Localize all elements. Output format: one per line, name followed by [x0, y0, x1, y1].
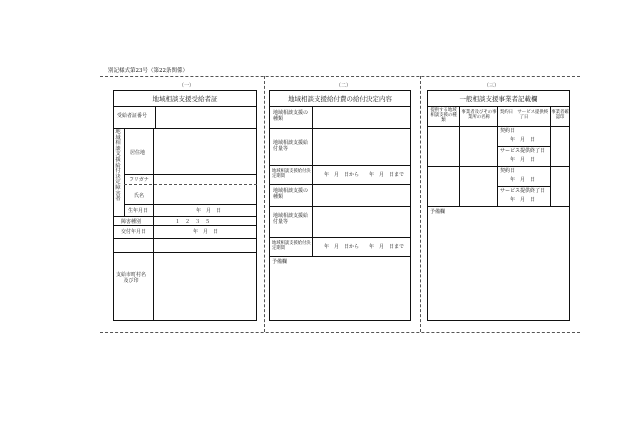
rule: [269, 165, 411, 166]
contract-label-2: 契約日: [500, 168, 516, 174]
col2-header: 事業者及びその事業所の名称: [461, 110, 497, 120]
rule: [124, 204, 257, 205]
address-label: 居住地: [130, 150, 146, 156]
end-date-2: 年 月 日: [510, 197, 536, 203]
period1-value: 年 月 日から 年 月 日まで: [324, 172, 405, 178]
rule: [427, 206, 570, 207]
panel1-frame: [113, 90, 257, 321]
panel2-remarks-label: 予備欄: [272, 259, 288, 265]
amount1-label: 地域相談支援給付量等: [273, 140, 309, 152]
furigana-label: フリガナ: [129, 177, 149, 183]
col4-header: 事業者確認印: [551, 110, 569, 120]
type1-label: 地域相談支援の種類: [273, 110, 309, 122]
issue-date-label: 交付年月日: [121, 229, 147, 235]
panel1-side-label: 地域相談支援給付決定障害者: [115, 129, 121, 203]
birth-value: 年 月 日: [196, 208, 222, 214]
side-divider: [124, 128, 125, 216]
end-label-2: サービス提供終了日: [500, 188, 546, 194]
rule: [113, 225, 257, 226]
label-divider: [153, 216, 154, 252]
type2-label: 地域相談支援の種類: [273, 188, 309, 200]
fold-line-1: [264, 76, 265, 332]
panel1-title-rule: [113, 106, 257, 107]
bottom-cut-line: [100, 332, 580, 333]
panel2-number: （二）: [336, 83, 352, 89]
panel3-remarks-label: 予備欄: [430, 209, 446, 215]
rule: [497, 146, 550, 147]
panel3-title-rule: [427, 106, 570, 107]
period2-label: 地域相談支援給付決定期間: [272, 241, 311, 251]
period1-label: 地域相談支援給付決定期間: [272, 169, 311, 179]
label-divider: [153, 128, 154, 216]
end-date-1: 年 月 日: [510, 157, 536, 163]
rule: [113, 216, 257, 217]
rule: [113, 252, 257, 253]
name-label: 氏名: [134, 193, 145, 199]
panel3-title: 一般相談支援事業者記載欄: [459, 95, 538, 103]
panel3-number: （三）: [484, 83, 500, 89]
rule: [427, 166, 570, 167]
contract-date-2: 年 月 日: [510, 177, 536, 183]
col3-header: 契約日 サービス提供終了日: [499, 110, 549, 120]
period2-value: 年 月 日から 年 月 日まで: [324, 244, 405, 250]
fold-line-2: [420, 76, 421, 332]
rule: [269, 128, 411, 129]
disability-label: 障害種別: [121, 219, 142, 225]
cert-number-label: 受給者証番号: [117, 113, 148, 119]
panel1-number: （一）: [179, 83, 195, 89]
form-reference: 別記様式第23号（第22条関係）: [108, 68, 188, 74]
panel2-title-rule: [269, 106, 411, 107]
rule: [497, 186, 550, 187]
rule: [269, 237, 411, 238]
label-divider: [153, 252, 154, 321]
rule: [269, 206, 411, 207]
panel2-title: 地域相談支援給付費の給付決定内容: [288, 95, 392, 103]
contract-label-1: 契約日: [500, 128, 516, 134]
top-cut-line: [100, 76, 580, 77]
col1-header: 提供する地域相談支援の種類: [430, 108, 457, 123]
end-label-1: サービス提供終了日: [500, 148, 546, 154]
disability-value: １ ２ ３ ５: [175, 219, 211, 225]
rule: [427, 126, 570, 127]
contract-date-1: 年 月 日: [510, 137, 536, 143]
municipality-label: 支給市町村名及び印: [116, 272, 147, 284]
rule: [113, 128, 257, 129]
rule: [113, 238, 257, 239]
col-divider: [497, 106, 498, 206]
rule: [269, 184, 411, 185]
issue-date-value: 年 月 日: [193, 229, 219, 235]
birth-label: 生年月日: [128, 208, 149, 214]
col-divider: [459, 106, 460, 206]
furigana-rule: [124, 184, 257, 185]
rule: [124, 174, 257, 175]
col-divider: [550, 106, 551, 206]
cert-number-divider: [155, 106, 156, 128]
amount2-label: 地域相談支援給付量等: [273, 213, 309, 225]
rule: [269, 256, 411, 257]
panel1-title: 地域相談支援受給者証: [152, 95, 218, 103]
